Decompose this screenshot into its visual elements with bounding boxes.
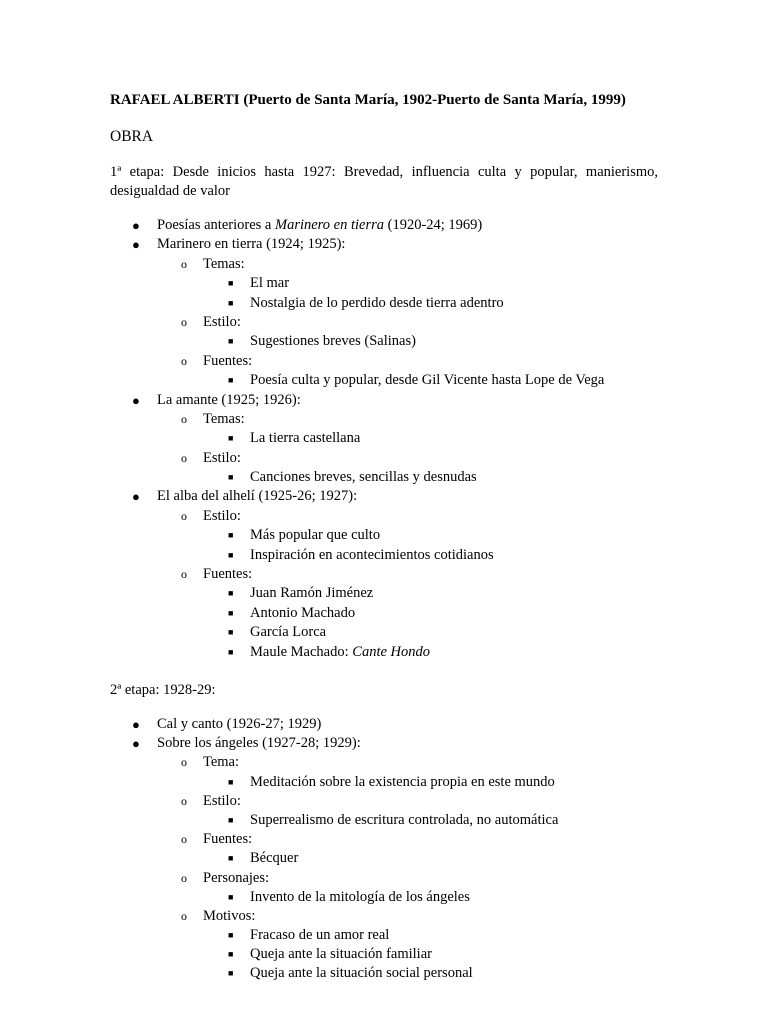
- bullet-square-icon: ■: [228, 776, 234, 787]
- list-item-text: Fuentes:: [203, 566, 253, 583]
- bullet-circle-icon: o: [181, 567, 187, 582]
- list-item: [110, 964, 710, 983]
- list-item-text: Bécquer: [250, 850, 299, 867]
- list-item-text: Temas:: [203, 410, 245, 427]
- list-item-text: Cal y canto (1926-27; 1929): [157, 716, 322, 732]
- bullet-square-icon: ■: [228, 646, 234, 657]
- list-item-text: Queja ante la situación social personal: [250, 965, 473, 982]
- list-item: [110, 584, 710, 603]
- list-item-text: Maule Machado:: [250, 643, 353, 660]
- bullet-square-icon: ■: [228, 336, 234, 347]
- list-item-text: Queja ante la situación familiar: [250, 946, 432, 963]
- list-item-text: Meditación sobre la existencia propia en este mundo: [250, 773, 555, 790]
- list-item: [110, 487, 710, 506]
- bullet-disc-icon: ●: [132, 736, 140, 752]
- bullet-square-icon: ■: [228, 853, 234, 864]
- list-item: [110, 849, 710, 868]
- bullet-square-icon: ■: [228, 588, 234, 599]
- list-item: [110, 753, 710, 772]
- bullet-square-icon: ■: [228, 549, 234, 560]
- list-item-text: Superrealismo de escritura controlada, no automática: [250, 811, 559, 828]
- list-item-text: Sobre los ángeles (1927-28; 1929):: [157, 735, 361, 752]
- list-item-text: Inspiración en acontecimientos cotidianos: [250, 546, 494, 563]
- list-item-text: El alba del alhelí (1925-26; 1927):: [157, 488, 358, 505]
- list-item-text: Nostalgia de lo perdido desde tierra adentro: [250, 294, 504, 311]
- list-item-text: Fuentes:: [203, 831, 253, 848]
- list-item: [110, 811, 710, 830]
- list-item: [110, 643, 710, 662]
- bullet-square-icon: ■: [228, 814, 234, 825]
- bullet-circle-icon: o: [181, 411, 187, 426]
- list-item: [110, 294, 710, 313]
- bullet-circle-icon: o: [181, 353, 187, 368]
- stage-2-outline: [110, 715, 710, 984]
- list-item: [110, 604, 710, 623]
- list-item: [110, 274, 710, 293]
- bullet-square-icon: ■: [228, 375, 234, 386]
- bullet-circle-icon: o: [181, 793, 187, 808]
- list-item-text: Estilo:: [203, 507, 241, 524]
- bullet-disc-icon: ●: [132, 717, 140, 732]
- list-item-text: Temas:: [203, 255, 245, 272]
- list-item-text: Motivos:: [203, 907, 256, 924]
- list-item: [110, 546, 710, 565]
- list-item: [110, 623, 710, 642]
- bullet-square-icon: ■: [228, 627, 234, 638]
- bullet-square-icon: ■: [228, 297, 234, 308]
- bullet-square-icon: ■: [228, 949, 234, 960]
- list-item: [110, 235, 710, 254]
- bullet-square-icon: ■: [228, 607, 234, 618]
- list-item: [110, 715, 710, 734]
- bullet-disc-icon: ●: [132, 218, 140, 233]
- list-item: [110, 734, 710, 753]
- bullet-disc-icon: ●: [132, 237, 140, 253]
- list-item-text: Fracaso de un amor real: [250, 927, 390, 944]
- list-item: [110, 926, 710, 945]
- bullet-circle-icon: o: [181, 908, 187, 923]
- list-item-text: Poesías anteriores a: [157, 217, 275, 233]
- document-title: RAFAEL ALBERTI (Puerto de Santa María, 1902-Puerto de Santa María, 1999): [110, 92, 626, 108]
- list-item: [110, 869, 710, 888]
- list-item: [110, 945, 710, 964]
- list-item: [110, 332, 710, 351]
- list-item-text: Tema:: [203, 754, 240, 771]
- list-item: [110, 449, 710, 468]
- stage-1-outline: [110, 216, 710, 662]
- list-item: [110, 507, 710, 526]
- bullet-circle-icon: o: [181, 314, 187, 329]
- list-item-text: Antonio Machado: [250, 604, 356, 621]
- list-item-text: La amante (1925; 1926):: [157, 391, 301, 408]
- stage-2-intro: 2ª etapa: 1928-29:: [110, 682, 216, 698]
- list-item: [110, 792, 710, 811]
- list-item-text: La tierra castellana: [250, 430, 361, 447]
- list-item: [110, 255, 710, 274]
- list-item: [110, 468, 710, 487]
- list-item: [110, 526, 710, 545]
- list-item: [110, 565, 710, 584]
- bullet-square-icon: ■: [228, 930, 234, 941]
- bullet-square-icon: ■: [228, 530, 234, 541]
- bullet-square-icon: ■: [228, 891, 234, 902]
- list-item: [110, 888, 710, 907]
- list-item-text: Juan Ramón Jiménez: [250, 585, 374, 602]
- list-item-text: Canciones breves, sencillas y desnudas: [250, 469, 477, 486]
- list-item: [110, 352, 710, 371]
- list-item: [110, 391, 710, 410]
- list-item-text: Sugestiones breves (Salinas): [250, 333, 416, 350]
- bullet-disc-icon: ●: [132, 489, 140, 505]
- work-title-italic: Cante Hondo: [352, 643, 431, 660]
- list-item-text: Más popular que culto: [250, 527, 381, 544]
- list-item-text: Personajes:: [203, 869, 270, 886]
- list-item-text: Marinero en tierra (1924; 1925):: [157, 236, 346, 253]
- list-item-text: (1920-24; 1969): [384, 217, 483, 233]
- list-item-text: Poesía culta y popular, desde Gil Vicente hasta Lope de Vega: [250, 372, 605, 389]
- list-item-text: Estilo:: [203, 792, 241, 809]
- list-item-text: García Lorca: [250, 624, 327, 641]
- list-item: [110, 773, 710, 792]
- list-item: [110, 216, 710, 235]
- bullet-circle-icon: o: [181, 256, 187, 271]
- bullet-circle-icon: o: [181, 870, 187, 885]
- bullet-square-icon: ■: [228, 968, 234, 979]
- bullet-square-icon: ■: [228, 433, 234, 444]
- list-item-text: Estilo:: [203, 449, 241, 466]
- list-item-text: Invento de la mitología de los ángeles: [250, 888, 470, 905]
- bullet-disc-icon: ●: [132, 392, 140, 408]
- list-item: [110, 907, 710, 926]
- section-heading-obra: OBRA: [110, 128, 154, 145]
- bullet-square-icon: ■: [228, 278, 234, 289]
- list-item: [110, 371, 710, 390]
- bullet-circle-icon: o: [181, 755, 187, 770]
- bullet-circle-icon: o: [181, 450, 187, 465]
- bullet-square-icon: ■: [228, 472, 234, 483]
- list-item: [110, 313, 710, 332]
- bullet-circle-icon: o: [181, 832, 187, 847]
- list-item-text: El mar: [250, 275, 290, 292]
- bullet-circle-icon: o: [181, 508, 187, 523]
- list-item-text: Estilo:: [203, 313, 241, 330]
- list-item: [110, 410, 710, 429]
- list-item: [110, 830, 710, 849]
- list-item-text: Fuentes:: [203, 352, 253, 369]
- work-title-italic: Marinero en tierra: [274, 217, 384, 233]
- stage-1-intro: 1ª etapa: Desde inicios hasta 1927: Brevedad, influencia culta y popular, manierismo, desigualdad de valor: [110, 164, 658, 199]
- list-item: [110, 429, 710, 448]
